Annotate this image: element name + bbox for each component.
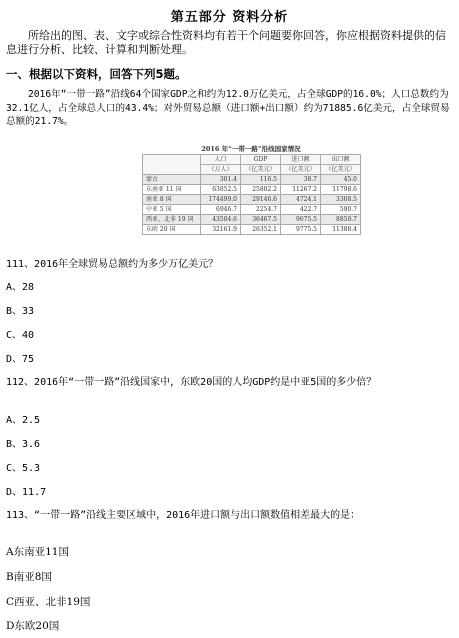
region-cell: 南亚 8 国: [143, 195, 201, 205]
population-cell: 174499.0: [201, 195, 241, 205]
region-cell: 东欧 20 国: [143, 225, 201, 235]
population-cell: 32161.9: [201, 225, 241, 235]
import-cell: 38.7: [281, 175, 321, 185]
export-cell: 3308.5: [321, 195, 361, 205]
option-d[interactable]: D、11.7: [6, 487, 47, 498]
population-cell: 43504.6: [201, 215, 241, 225]
population-cell: 6946.7: [201, 205, 241, 215]
table-row: [143, 175, 361, 185]
option-c[interactable]: C西亚、北非19国: [6, 596, 91, 608]
header-cell-population: 人口: [201, 155, 241, 165]
table-row: [143, 195, 361, 205]
header-cell-region: [143, 155, 201, 175]
region-cell: 西亚、北非 19 国: [143, 215, 201, 225]
gdp-cell: 2254.7: [241, 205, 281, 215]
option-c[interactable]: C、40: [6, 330, 35, 341]
question-113: 113、“一带一路”沿线主要区域中，2016年进口额与出口额数值相差最大的是：: [6, 510, 361, 521]
gdp-cell: 116.5: [241, 175, 281, 185]
header-cell-gdp: GDP: [241, 155, 281, 165]
gdp-cell: 25802.2: [241, 185, 281, 195]
data-paragraph: 2016年“一带一路”沿线64个国家GDP之和约为12.0万亿美元，占全球GDP的16.0%；人口总数约为32.1亿人，占全球总人口的43.4%；对外贸易总额（进口额+出口额）约为71885.6亿美元，占全球贸易总额的21.7%。: [6, 89, 450, 127]
header-cell-export: 出口额: [321, 155, 361, 165]
table-row: [143, 215, 361, 225]
region-cell: 蒙古: [143, 175, 201, 185]
section-heading: 一、根据以下资料，回答下列5题。: [6, 67, 187, 81]
page-title: 第五部分 资料分析: [170, 10, 289, 25]
data-table-figure: [142, 144, 360, 235]
export-cell: 11388.4: [321, 225, 361, 235]
gdp-cell: 29146.6: [241, 195, 281, 205]
option-c[interactable]: C、5.3: [6, 463, 41, 474]
instructions-text: 所给出的图、表、文字或综合性资料均有若干个问题要你回答，你应根据资料提供的信息进行分析、比较、计算和判断处理。: [6, 29, 446, 56]
table-row: [143, 225, 361, 235]
gdp-cell: 26352.1: [241, 225, 281, 235]
export-cell: 11798.6: [321, 185, 361, 195]
option-d[interactable]: D、75: [6, 354, 35, 365]
option-b[interactable]: B、3.6: [6, 439, 41, 450]
option-a[interactable]: A东南亚11国: [6, 546, 69, 558]
option-a[interactable]: A、2.5: [6, 415, 41, 426]
region-cell: 中亚 5 国: [143, 205, 201, 215]
export-cell: 590.7: [321, 205, 361, 215]
unit-cell-import: （亿美元）: [281, 165, 321, 175]
import-cell: 11267.2: [281, 185, 321, 195]
unit-cell-export: （亿美元）: [321, 165, 361, 175]
option-d[interactable]: D东欧20国: [6, 620, 60, 632]
option-b[interactable]: B、33: [6, 306, 35, 317]
question-111: 111、2016年全球贸易总额约为多少万亿美元？: [6, 259, 219, 270]
unit-cell-population: （万人）: [201, 165, 241, 175]
region-cell: 东南亚 11 国: [143, 185, 201, 195]
population-cell: 301.4: [201, 175, 241, 185]
table-row: [143, 185, 361, 195]
export-cell: 45.0: [321, 175, 361, 185]
table-header-row: [143, 155, 361, 165]
option-a[interactable]: A、28: [6, 282, 35, 293]
header-cell-import: 进口额: [281, 155, 321, 165]
import-cell: 4724.1: [281, 195, 321, 205]
option-b[interactable]: B南亚8国: [6, 571, 52, 583]
table-row: [143, 205, 361, 215]
unit-cell-gdp: （亿美元）: [241, 165, 281, 175]
import-cell: 9675.5: [281, 215, 321, 225]
data-table: [142, 154, 361, 235]
question-112: 112、2016年“一带一路”沿线国家中，东欧20国的人均GDP约是中亚5国的多少倍？: [6, 377, 377, 388]
export-cell: 8850.7: [321, 215, 361, 225]
import-cell: 9775.5: [281, 225, 321, 235]
population-cell: 63852.5: [201, 185, 241, 195]
import-cell: 422.7: [281, 205, 321, 215]
gdp-cell: 36467.5: [241, 215, 281, 225]
table-caption: 2016 年“一带一路”沿线国家情况: [201, 145, 301, 153]
